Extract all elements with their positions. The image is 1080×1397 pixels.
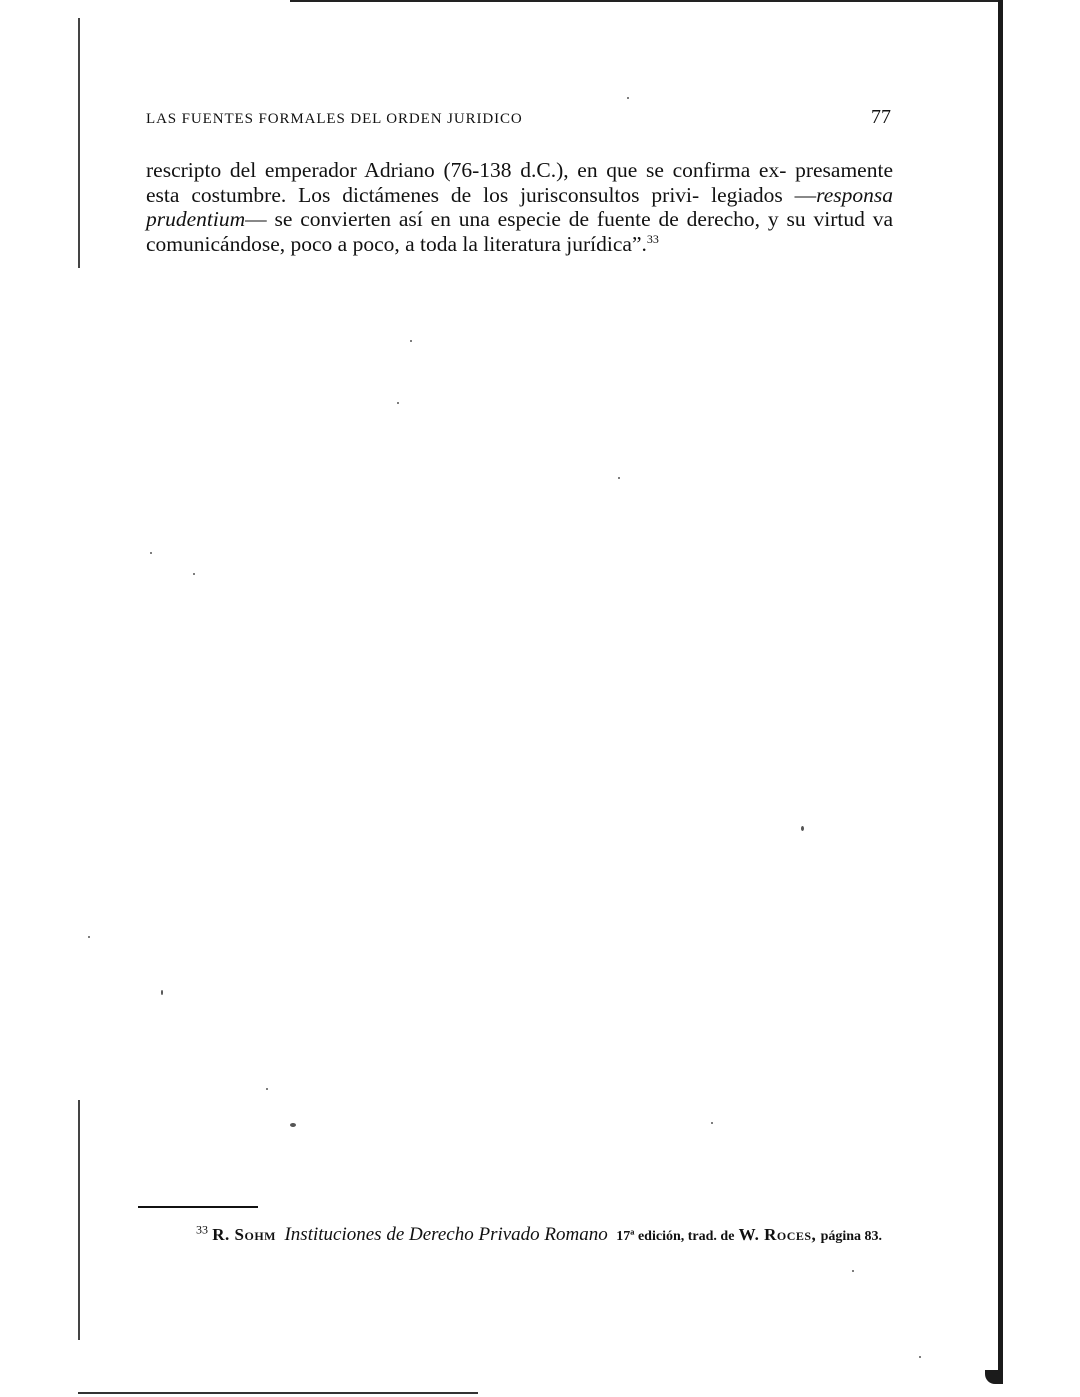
scan-right-edge-corner bbox=[985, 1370, 1003, 1384]
footnote-author: R. Sohm bbox=[212, 1225, 276, 1244]
scan-speck bbox=[711, 1122, 713, 1124]
scan-speck bbox=[290, 1123, 296, 1127]
latin-term: responsa prudentium bbox=[146, 182, 893, 231]
scan-top-edge bbox=[290, 0, 1000, 2]
scan-speck bbox=[410, 340, 412, 342]
body-paragraph bbox=[146, 158, 893, 256]
footnote-number: 33 bbox=[196, 1222, 208, 1237]
body-line: literatura jurídica”. bbox=[483, 231, 647, 256]
footnote-number-wrap bbox=[146, 1222, 208, 1244]
footnote-translator: W. Roces, bbox=[738, 1225, 817, 1244]
scan-speck bbox=[88, 936, 90, 938]
scan-speck bbox=[801, 826, 804, 831]
body-line: fuente de derecho, y su virtud va comunicándose, poco a poco, a toda la bbox=[146, 207, 893, 256]
scan-left-mark-bottom bbox=[78, 1100, 80, 1340]
scan-speck bbox=[627, 97, 629, 99]
body-line: — se convierten así en una especie de bbox=[245, 207, 590, 231]
footnote-divider bbox=[138, 1206, 258, 1208]
footnote-work-title: Instituciones de Derecho Privado Romano bbox=[284, 1224, 608, 1245]
scan-bottom-edge bbox=[78, 1392, 478, 1394]
scan-speck bbox=[193, 573, 195, 575]
scan-right-edge bbox=[998, 0, 1003, 1384]
body-line: legiados — bbox=[711, 182, 817, 207]
scan-speck bbox=[161, 990, 163, 995]
page-number: 77 bbox=[871, 106, 891, 128]
scan-speck bbox=[397, 402, 399, 404]
scan-speck bbox=[919, 1356, 921, 1358]
scan-speck bbox=[150, 552, 152, 554]
body-line: rescripto del emperador Adriano (76-138 d.C.), en que se confirma ex- bbox=[146, 158, 787, 182]
footnote-reference: 33 bbox=[646, 231, 659, 246]
scan-speck bbox=[852, 1270, 854, 1272]
scan-speck bbox=[618, 477, 620, 479]
footnote bbox=[146, 1224, 893, 1248]
body-line: presamente esta costumbre. Los dictámenes de los jurisconsultos privi- bbox=[146, 158, 893, 207]
scan-speck bbox=[266, 1088, 268, 1090]
footnote-edition: 17ª edición, trad. de bbox=[616, 1229, 735, 1244]
running-head bbox=[146, 106, 893, 129]
running-head-title: LAS FUENTES FORMALES DEL ORDEN JURIDICO bbox=[146, 111, 523, 127]
footnote-page: página 83. bbox=[820, 1229, 883, 1244]
scan-left-mark-top bbox=[78, 18, 80, 268]
